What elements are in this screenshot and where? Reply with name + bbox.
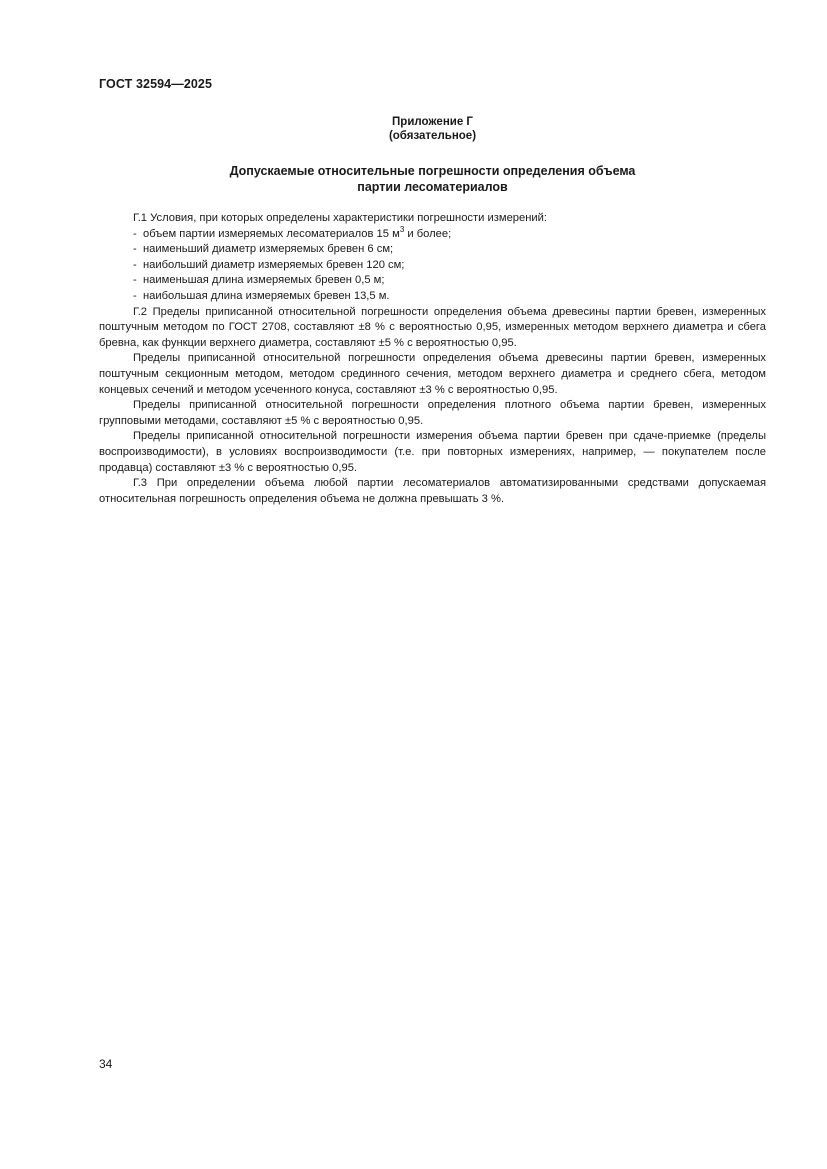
condition-item-max-diameter: [99, 258, 766, 274]
appendix-body: [99, 211, 766, 507]
paragraph-g2-reproducibility: Пределы приписанной относительной погрешности измерения объема партии бревен при сдаче-приемке (пределы воспроизводимости), в условиях воспроизводимости (т.е. при повторных измерениях, например, — покупателем после продавца) составляют ±3 % с вероятностью 0,95.: [99, 430, 766, 474]
list-dash: -: [133, 258, 137, 271]
paragraph-g2-sectional: Пределы приписанной относительной погрешности определения объема древесины партии бревен, измеренных поштучным секционным методом, методом срединного сечения, методом верхнего диаметра и среднего сбега, методом концевых сечений и методом усеченного конуса, составляют ±3 % с вероятностью 0,95.: [99, 352, 766, 396]
condition-min-diameter-text: наименьший диаметр измеряемых бревен 6 см;: [143, 243, 394, 256]
paragraph-g3-automated: Г.3 При определении объема любой партии лесоматериалов автоматизированными средствами допускаемая относительная погрешность определения объема не должна превышать 3 %.: [99, 477, 766, 505]
condition-max-length-text: наибольшая длина измеряемых бревен 13,5 м.: [143, 289, 390, 302]
list-dash: -: [133, 243, 137, 256]
appendix-title: [99, 163, 766, 195]
paragraph-g2-group: Пределы приписанной относительной погрешности определения плотного объема партии бревен, измеренных групповыми методами, составляют ±5 % с вероятностью 0,95.: [99, 399, 766, 427]
appendix-heading: [99, 115, 766, 143]
appendix-title-line-2: партии лесоматериалов: [357, 180, 508, 194]
superscript-cubic: 3: [399, 224, 405, 234]
list-dash: -: [133, 227, 137, 240]
condition-max-diameter-text: наибольший диаметр измеряемых бревен 120 см;: [143, 258, 405, 271]
appendix-status: (обязательное): [388, 130, 477, 142]
paragraph-g2-piecewise: Г.2 Пределы приписанной относительной погрешности определения объема древесины партии бревен, измеренных поштучным методом по ГОСТ 2708, составляют ±8 % с вероятностью 0,95, измеренных методом верхнего диаметра и сбега бревна, как функции верхнего диаметра, составляют ±5 % с вероятностью 0,95.: [99, 305, 766, 349]
condition-item-volume: [99, 224, 766, 243]
condition-volume-tail: и более;: [404, 227, 452, 240]
condition-volume-text: объем партии измеряемых лесоматериалов 15 м: [143, 227, 400, 240]
condition-min-length-text: наименьшая длина измеряемых бревен 0,5 м;: [143, 274, 385, 287]
condition-item-min-length: [99, 273, 766, 289]
page-number: 34: [99, 1057, 113, 1071]
appendix-title-line-1: Допускаемые относительные погрешности определения объема: [229, 164, 636, 178]
list-dash: -: [133, 289, 137, 302]
paragraph-g1-intro: Г.1 Условия, при которых определены характеристики погрешности измерений:: [133, 212, 548, 224]
standard-code-header: ГОСТ 32594—2025: [99, 77, 213, 91]
condition-item-min-diameter: [99, 242, 766, 258]
list-dash: -: [133, 274, 137, 287]
appendix-label: Приложение Г: [392, 116, 473, 128]
condition-item-max-length: [99, 289, 766, 305]
